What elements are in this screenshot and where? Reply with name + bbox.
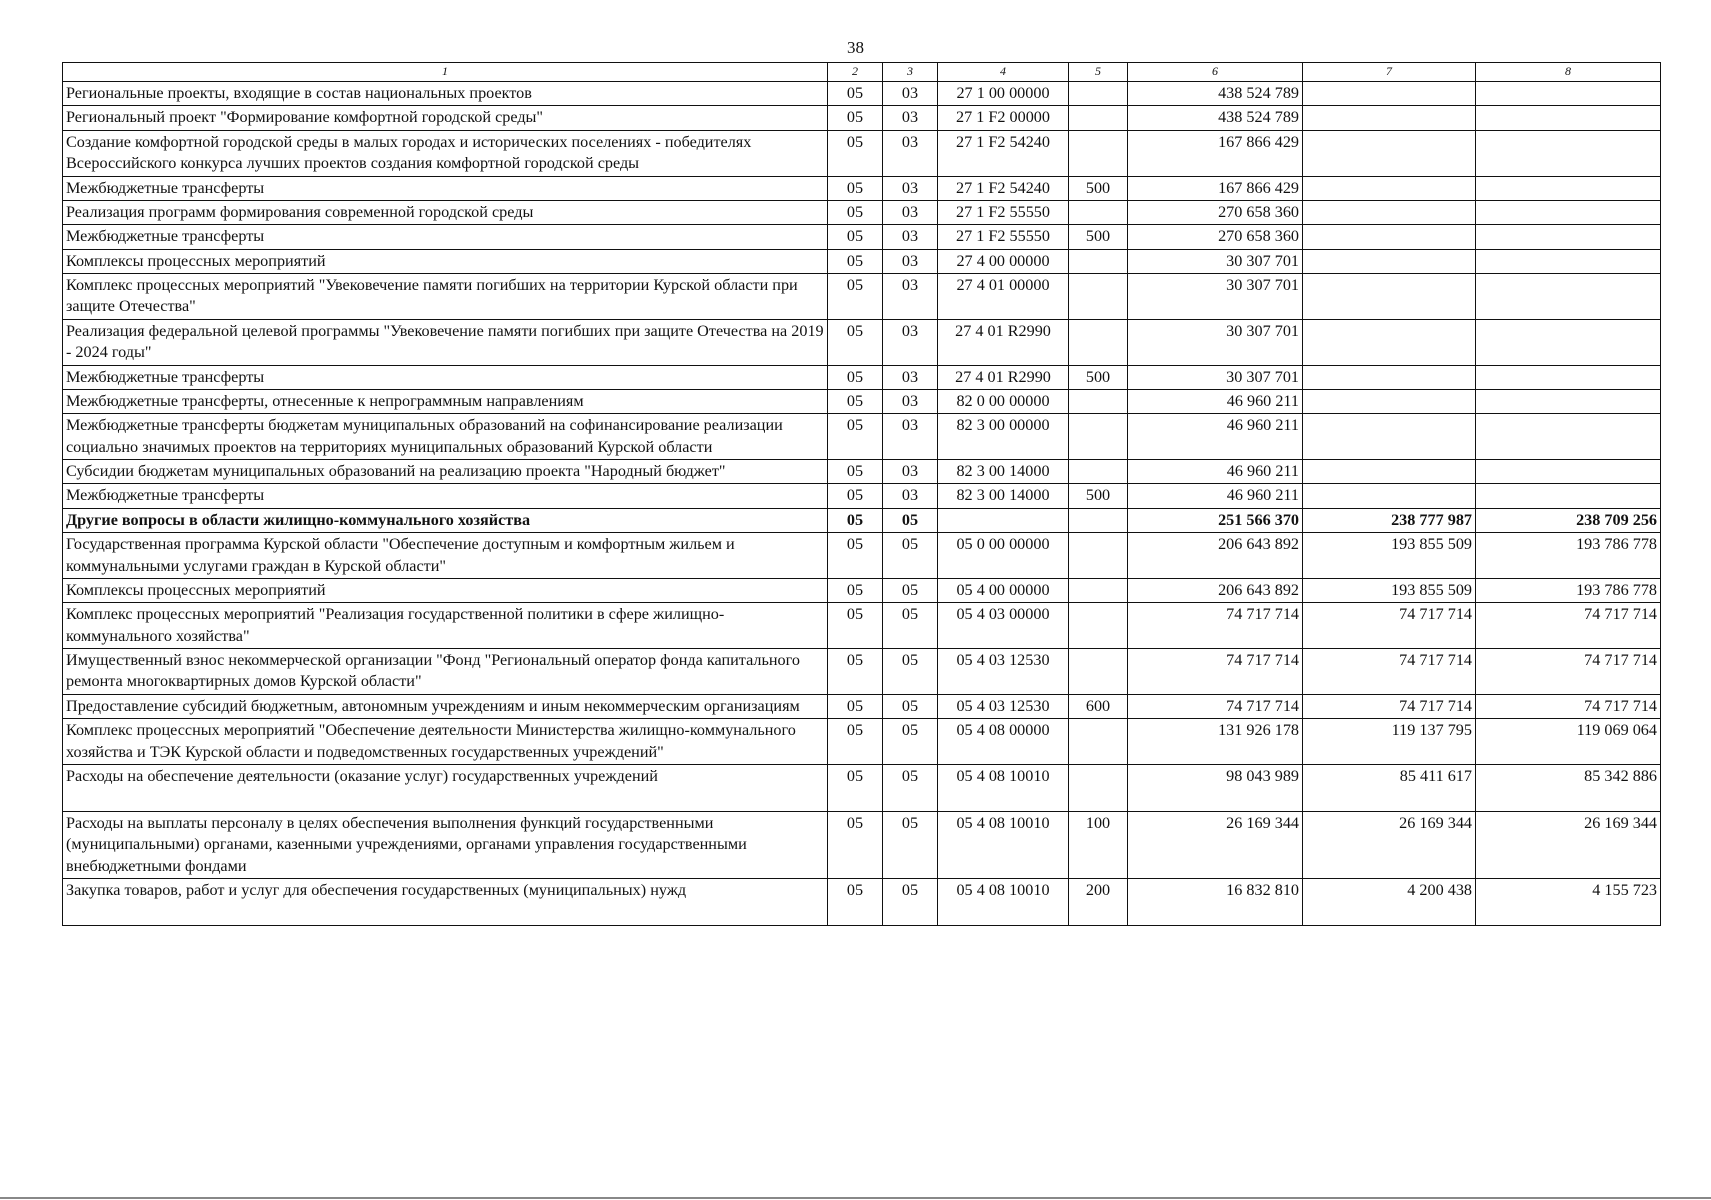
amount-col6: 251 566 370 — [1128, 508, 1303, 532]
row-name: Государственная программа Курской области "Обеспечение доступным и комфортным жильем и коммунальными услугами граждан в Курской области" — [63, 533, 828, 579]
amount-col8 — [1476, 460, 1661, 484]
amount-col8 — [1476, 414, 1661, 460]
page-bottom-edge — [0, 1197, 1711, 1199]
section-code: 05 — [828, 130, 883, 176]
table-row — [63, 176, 1661, 200]
amount-col6: 30 307 701 — [1128, 274, 1303, 320]
amount-col8: 74 717 714 — [1476, 649, 1661, 695]
table-row — [63, 365, 1661, 389]
target-article-code: 05 4 03 12530 — [938, 649, 1069, 695]
subsection-code: 03 — [883, 249, 938, 273]
subsection-code: 03 — [883, 200, 938, 224]
amount-col7: 74 717 714 — [1303, 603, 1476, 649]
amount-col6: 98 043 989 — [1128, 764, 1303, 811]
section-code: 05 — [828, 508, 883, 532]
subsection-code: 05 — [883, 508, 938, 532]
expense-type-code — [1069, 274, 1128, 320]
table-row — [63, 274, 1661, 320]
table-row — [63, 389, 1661, 413]
subsection-code: 05 — [883, 603, 938, 649]
table-row — [63, 649, 1661, 695]
subsection-code: 03 — [883, 274, 938, 320]
target-article-code: 27 1 F2 55550 — [938, 200, 1069, 224]
expense-type-code — [1069, 649, 1128, 695]
expense-type-code — [1069, 249, 1128, 273]
expense-type-code — [1069, 414, 1128, 460]
section-code: 05 — [828, 365, 883, 389]
row-name: Межбюджетные трансферты — [63, 484, 828, 508]
subsection-code: 05 — [883, 649, 938, 695]
column-header: 7 — [1303, 63, 1476, 82]
amount-col6: 438 524 789 — [1128, 82, 1303, 106]
expense-type-code: 200 — [1069, 879, 1128, 926]
expense-type-code — [1069, 578, 1128, 602]
amount-col6: 167 866 429 — [1128, 130, 1303, 176]
subsection-code: 03 — [883, 365, 938, 389]
section-code: 05 — [828, 533, 883, 579]
target-article-code: 27 1 F2 00000 — [938, 106, 1069, 130]
section-code: 05 — [828, 578, 883, 602]
amount-col8: 238 709 256 — [1476, 508, 1661, 532]
amount-col8 — [1476, 319, 1661, 365]
section-code: 05 — [828, 694, 883, 718]
row-name: Межбюджетные трансферты бюджетам муниципальных образований на софинансирование реализации социально значимых проектов на территориях муниципальных образований Курской области — [63, 414, 828, 460]
subsection-code: 03 — [883, 176, 938, 200]
amount-col6: 74 717 714 — [1128, 649, 1303, 695]
amount-col7: 193 855 509 — [1303, 533, 1476, 579]
amount-col6: 46 960 211 — [1128, 389, 1303, 413]
amount-col7: 193 855 509 — [1303, 578, 1476, 602]
expense-type-code — [1069, 130, 1128, 176]
expense-type-code — [1069, 508, 1128, 532]
row-name: Создание комфортной городской среды в малых городах и исторических поселениях - победителях Всероссийского конкурса лучших проектов создания комфортной городской среды — [63, 130, 828, 176]
amount-col7: 74 717 714 — [1303, 694, 1476, 718]
amount-col7 — [1303, 365, 1476, 389]
expense-type-code: 600 — [1069, 694, 1128, 718]
amount-col6: 30 307 701 — [1128, 319, 1303, 365]
row-name: Предоставление субсидий бюджетным, автономным учреждениям и иным некоммерческим организациям — [63, 694, 828, 718]
expense-type-code — [1069, 200, 1128, 224]
subsection-code: 05 — [883, 879, 938, 926]
row-name: Межбюджетные трансферты — [63, 225, 828, 249]
amount-col8 — [1476, 130, 1661, 176]
subsection-code: 05 — [883, 694, 938, 718]
table-row — [63, 106, 1661, 130]
subsection-code: 03 — [883, 484, 938, 508]
target-article-code: 05 4 08 00000 — [938, 719, 1069, 765]
column-header: 2 — [828, 63, 883, 82]
expense-type-code — [1069, 603, 1128, 649]
target-article-code: 82 3 00 14000 — [938, 484, 1069, 508]
row-name: Комплексы процессных мероприятий — [63, 249, 828, 273]
row-name: Закупка товаров, работ и услуг для обеспечения государственных (муниципальных) нужд — [63, 879, 828, 926]
table-row — [63, 879, 1661, 926]
section-code: 05 — [828, 603, 883, 649]
target-article-code: 82 0 00 00000 — [938, 389, 1069, 413]
target-article-code: 82 3 00 14000 — [938, 460, 1069, 484]
table-row — [63, 82, 1661, 106]
row-name: Другие вопросы в области жилищно-коммунального хозяйства — [63, 508, 828, 532]
amount-col7 — [1303, 460, 1476, 484]
amount-col7 — [1303, 274, 1476, 320]
subsection-code: 03 — [883, 389, 938, 413]
amount-col6: 438 524 789 — [1128, 106, 1303, 130]
table-row — [63, 249, 1661, 273]
expense-type-code — [1069, 319, 1128, 365]
row-name: Комплекс процессных мероприятий "Увековечение памяти погибших на территории Курской области при защите Отечества" — [63, 274, 828, 320]
section-code: 05 — [828, 200, 883, 224]
amount-col7: 119 137 795 — [1303, 719, 1476, 765]
amount-col7 — [1303, 176, 1476, 200]
expense-type-code: 500 — [1069, 484, 1128, 508]
target-article-code: 27 1 F2 55550 — [938, 225, 1069, 249]
subsection-code: 05 — [883, 533, 938, 579]
table-row — [63, 460, 1661, 484]
amount-col6: 131 926 178 — [1128, 719, 1303, 765]
target-article-code: 05 4 08 10010 — [938, 811, 1069, 878]
subsection-code: 03 — [883, 130, 938, 176]
section-code: 05 — [828, 879, 883, 926]
row-name: Комплексы процессных мероприятий — [63, 578, 828, 602]
subsection-code: 05 — [883, 811, 938, 878]
amount-col8 — [1476, 484, 1661, 508]
expense-type-code: 500 — [1069, 225, 1128, 249]
amount-col6: 26 169 344 — [1128, 811, 1303, 878]
amount-col7 — [1303, 225, 1476, 249]
target-article-code: 82 3 00 00000 — [938, 414, 1069, 460]
row-name: Региональный проект "Формирование комфортной городской среды" — [63, 106, 828, 130]
amount-col7 — [1303, 200, 1476, 224]
subsection-code: 03 — [883, 414, 938, 460]
subsection-code: 05 — [883, 764, 938, 811]
row-name: Комплекс процессных мероприятий "Обеспечение деятельности Министерства жилищно-коммунального хозяйства и ТЭК Курской области и подведомственных государственных учреждений" — [63, 719, 828, 765]
row-name: Реализация программ формирования современной городской среды — [63, 200, 828, 224]
subsection-code: 03 — [883, 319, 938, 365]
amount-col8 — [1476, 389, 1661, 413]
amount-col7 — [1303, 82, 1476, 106]
row-name: Имущественный взнос некоммерческой организации "Фонд "Региональный оператор фонда капитального ремонта многоквартирных домов Курской области" — [63, 649, 828, 695]
column-header: 1 — [63, 63, 828, 82]
header-row — [63, 63, 1661, 82]
table-row — [63, 603, 1661, 649]
table-row — [63, 200, 1661, 224]
row-name: Субсидии бюджетам муниципальных образований на реализацию проекта "Народный бюджет" — [63, 460, 828, 484]
row-name: Межбюджетные трансферты — [63, 176, 828, 200]
amount-col6: 46 960 211 — [1128, 414, 1303, 460]
amount-col7 — [1303, 319, 1476, 365]
expense-type-code — [1069, 764, 1128, 811]
amount-col8: 74 717 714 — [1476, 694, 1661, 718]
target-article-code: 27 1 00 00000 — [938, 82, 1069, 106]
amount-col6: 74 717 714 — [1128, 694, 1303, 718]
section-code: 05 — [828, 82, 883, 106]
amount-col8 — [1476, 200, 1661, 224]
table-row — [63, 694, 1661, 718]
amount-col6: 206 643 892 — [1128, 533, 1303, 579]
expense-type-code: 500 — [1069, 176, 1128, 200]
table-row — [63, 533, 1661, 579]
section-code: 05 — [828, 811, 883, 878]
section-code: 05 — [828, 389, 883, 413]
amount-col8 — [1476, 274, 1661, 320]
target-article-code: 27 4 01 00000 — [938, 274, 1069, 320]
target-article-code: 05 4 00 00000 — [938, 578, 1069, 602]
amount-col6: 46 960 211 — [1128, 484, 1303, 508]
section-code: 05 — [828, 719, 883, 765]
expense-type-code — [1069, 719, 1128, 765]
column-header: 6 — [1128, 63, 1303, 82]
amount-col7 — [1303, 106, 1476, 130]
row-name: Расходы на выплаты персоналу в целях обеспечения выполнения функций государственными (муниципальными) органами, казенными учреждениями, органами управления государственными внебюджетными фондами — [63, 811, 828, 878]
amount-col6: 167 866 429 — [1128, 176, 1303, 200]
section-code: 05 — [828, 460, 883, 484]
column-header: 5 — [1069, 63, 1128, 82]
amount-col7: 85 411 617 — [1303, 764, 1476, 811]
section-code: 05 — [828, 484, 883, 508]
target-article-code: 27 4 01 R2990 — [938, 319, 1069, 365]
amount-col8: 74 717 714 — [1476, 603, 1661, 649]
amount-col7 — [1303, 484, 1476, 508]
section-code: 05 — [828, 649, 883, 695]
amount-col7: 74 717 714 — [1303, 649, 1476, 695]
amount-col8 — [1476, 225, 1661, 249]
target-article-code: 05 4 08 10010 — [938, 764, 1069, 811]
expense-type-code — [1069, 389, 1128, 413]
amount-col7 — [1303, 414, 1476, 460]
amount-col7: 4 200 438 — [1303, 879, 1476, 926]
section-code: 05 — [828, 764, 883, 811]
column-header: 3 — [883, 63, 938, 82]
subsection-code: 03 — [883, 460, 938, 484]
column-header: 4 — [938, 63, 1069, 82]
expense-type-code: 500 — [1069, 365, 1128, 389]
subsection-code: 03 — [883, 106, 938, 130]
section-code: 05 — [828, 249, 883, 273]
row-name: Расходы на обеспечение деятельности (оказание услуг) государственных учреждений — [63, 764, 828, 811]
subsection-code: 05 — [883, 719, 938, 765]
table-row — [63, 764, 1661, 811]
page-number: 38 — [847, 38, 864, 57]
section-code: 05 — [828, 225, 883, 249]
target-article-code: 05 4 03 12530 — [938, 694, 1069, 718]
amount-col7 — [1303, 389, 1476, 413]
amount-col8 — [1476, 249, 1661, 273]
table-row — [63, 130, 1661, 176]
expense-type-code — [1069, 106, 1128, 130]
target-article-code — [938, 508, 1069, 532]
section-code: 05 — [828, 414, 883, 460]
amount-col8: 193 786 778 — [1476, 533, 1661, 579]
amount-col6: 30 307 701 — [1128, 249, 1303, 273]
row-name: Региональные проекты, входящие в состав национальных проектов — [63, 82, 828, 106]
section-code: 05 — [828, 176, 883, 200]
expense-type-code — [1069, 82, 1128, 106]
amount-col6: 46 960 211 — [1128, 460, 1303, 484]
row-name: Комплекс процессных мероприятий "Реализация государственной политики в сфере жилищно-коммунального хозяйства" — [63, 603, 828, 649]
subsection-code: 05 — [883, 578, 938, 602]
target-article-code: 27 1 F2 54240 — [938, 130, 1069, 176]
table-row — [63, 484, 1661, 508]
target-article-code: 27 4 01 R2990 — [938, 365, 1069, 389]
amount-col8: 193 786 778 — [1476, 578, 1661, 602]
target-article-code: 27 4 00 00000 — [938, 249, 1069, 273]
expense-type-code: 100 — [1069, 811, 1128, 878]
row-name: Реализация федеральной целевой программы "Увековечение памяти погибших при защите Отечества на 2019 - 2024 годы" — [63, 319, 828, 365]
column-header: 8 — [1476, 63, 1661, 82]
amount-col7: 26 169 344 — [1303, 811, 1476, 878]
amount-col6: 206 643 892 — [1128, 578, 1303, 602]
amount-col6: 270 658 360 — [1128, 225, 1303, 249]
subsection-code: 03 — [883, 225, 938, 249]
table-row — [63, 414, 1661, 460]
amount-col8 — [1476, 82, 1661, 106]
amount-col8 — [1476, 106, 1661, 130]
section-code: 05 — [828, 319, 883, 365]
table-row — [63, 811, 1661, 878]
amount-col7 — [1303, 249, 1476, 273]
section-code: 05 — [828, 106, 883, 130]
row-name: Межбюджетные трансферты, отнесенные к непрограммным направлениям — [63, 389, 828, 413]
amount-col6: 74 717 714 — [1128, 603, 1303, 649]
amount-col8: 4 155 723 — [1476, 879, 1661, 926]
budget-table — [62, 62, 1661, 926]
table-row — [63, 719, 1661, 765]
row-name: Межбюджетные трансферты — [63, 365, 828, 389]
amount-col8 — [1476, 365, 1661, 389]
section-total-row — [63, 508, 1661, 532]
amount-col8: 26 169 344 — [1476, 811, 1661, 878]
amount-col6: 270 658 360 — [1128, 200, 1303, 224]
table-row — [63, 225, 1661, 249]
amount-col7 — [1303, 130, 1476, 176]
section-code: 05 — [828, 274, 883, 320]
target-article-code: 05 0 00 00000 — [938, 533, 1069, 579]
target-article-code: 27 1 F2 54240 — [938, 176, 1069, 200]
table-row — [63, 319, 1661, 365]
target-article-code: 05 4 03 00000 — [938, 603, 1069, 649]
table-row — [63, 578, 1661, 602]
subsection-code: 03 — [883, 82, 938, 106]
amount-col8: 85 342 886 — [1476, 764, 1661, 811]
amount-col8: 119 069 064 — [1476, 719, 1661, 765]
expense-type-code — [1069, 533, 1128, 579]
amount-col7: 238 777 987 — [1303, 508, 1476, 532]
target-article-code: 05 4 08 10010 — [938, 879, 1069, 926]
amount-col6: 16 832 810 — [1128, 879, 1303, 926]
expense-type-code — [1069, 460, 1128, 484]
amount-col8 — [1476, 176, 1661, 200]
amount-col6: 30 307 701 — [1128, 365, 1303, 389]
